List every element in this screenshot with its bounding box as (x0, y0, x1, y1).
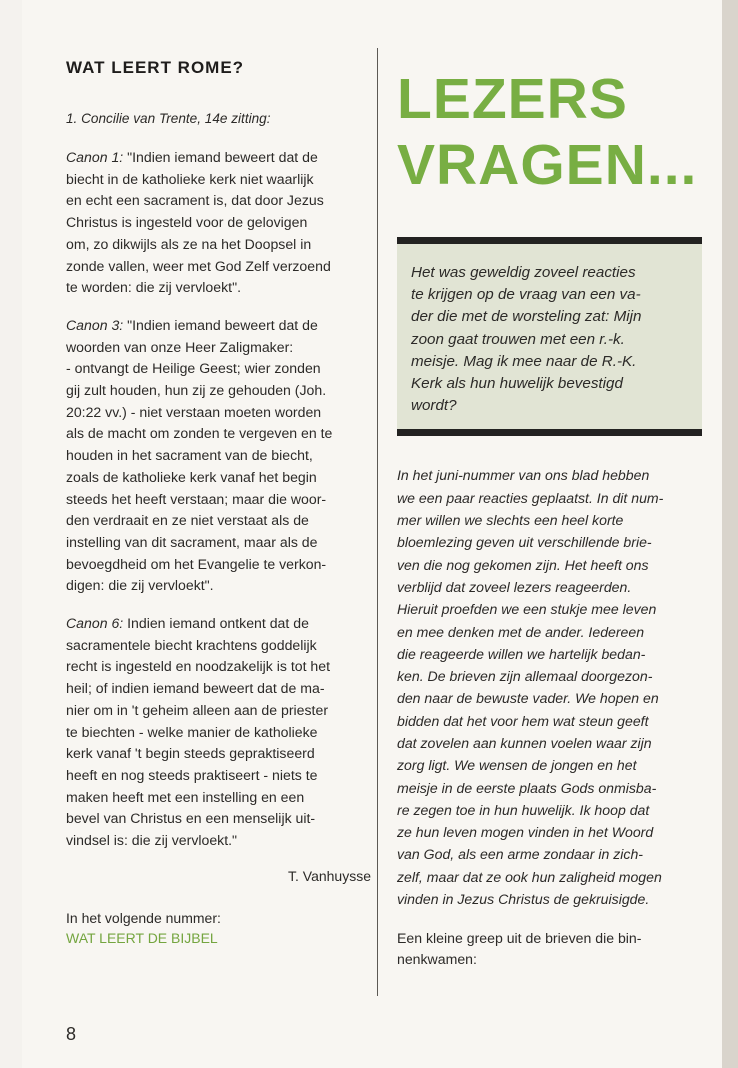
canon-6-paragraph (66, 613, 371, 852)
next-issue-title: WAT LEERT DE BIJBEL (66, 929, 218, 946)
left-column (66, 58, 371, 948)
article-body: In het juni-nummer van ons blad hebben we een paar reacties geplaatst. In dit num- mer willen we slechts een heel korte bloemlezing geven uit verschillende brie- ven die nog gekomen zijn. Het heeft ons verblijd dat zoveel lezers reageerden. Hieruit proefden we een stukje mee leven en mee denken met de ander. Iedereen die reageerde willen we hartelijk bedan- ken. De brieven zijn allemaal doorgezon- den naar de bewuste vader. We hopen en bidden dat het voor hem wat steun geeft dat zovelen aan kunnen voelen waar zijn zorg ligt. We wensen de jongen en het meisje in de eerste plaats Gods onmisba- re zegen toe in hun huwelijk. Ik hoop dat ze hun leven mogen vinden in het Woord van God, als een arme zondaar in zich- zelf, maar dat ze ook hun zaligheid mogen vinden in Jezus Christus de gekruisigde. (397, 467, 664, 908)
next-issue-label: In het volgende nummer: (66, 909, 221, 926)
canon-6-text: Indien iemand ontkent dat de sacramentele biecht krachtens goddelijk recht is ingesteld en noodzakelijk is tot het heil; of indien iemand beweert dat de ma- nier om in 't geheim alleen aan de priester te biechten - welke manier de katholieke kerk vanaf 't begin steeds gepraktiseerd heeft en nog steeds praktiseert - niets te maken heeft met een instelling en een bevel van Christus en een menselijk uit- vindsel is: die zij vervloekt." (66, 615, 331, 849)
intro-bottom-rule (397, 429, 702, 436)
section-title (397, 66, 702, 198)
author-signature: T. Vanhuysse (287, 867, 371, 884)
canon-3-label: Canon 3: (66, 316, 124, 333)
canon-3-text: "Indien iemand beweert dat de woorden van onze Heer Zaligmaker: - ontvangt de Heilige Geest; wier zonden gij zult houden, hun zij ze gehouden (Joh. 20:22 vv.) - niet verstaan moeten worden als de macht om zonden te vergeven en te houden in het sacrament van de biecht, zoals de katholieke kerk vanaf het begin steeds het heeft verstaan; maar die woor- den verdraait en ze niet verstaat als de instelling van dit sacrament, maar als de bevoegdheid om het Evangelie te verkon- digen: die zij vervloekt". (66, 316, 333, 594)
article-subheading: 1. Concilie van Trente, 14e zitting: (66, 111, 271, 126)
canon-6-label: Canon 6: (66, 615, 124, 632)
canon-1-paragraph (66, 147, 371, 299)
intro-box: Het was geweldig zoveel reacties te krijgen op de vraag van een va- der die met de worsteling zat: Mijn zoon gaat trouwen met een r.-k. meisje. Mag ik mee naar de R.-K. Kerk als hun huwelijk bevestigd wordt? (397, 244, 702, 429)
page-edge (722, 0, 738, 1068)
article-heading: WAT LEERT ROME? (66, 58, 245, 77)
closing-text: Een kleine greep uit de brieven die bin- nenkwamen: (397, 930, 642, 968)
intro-top-rule (397, 237, 702, 244)
canon-3-paragraph (66, 315, 371, 597)
page-number: 8 (66, 1024, 77, 1044)
right-column (397, 66, 702, 970)
section-title-line-1: LEZERS (397, 67, 628, 131)
canon-1-label: Canon 1: (66, 149, 124, 165)
section-title-line-2: VRAGEN... (397, 133, 698, 197)
canon-1-text: "Indien iemand beweert dat de biecht in de katholieke kerk niet waarlijk en echt een sacrament is, dat door Jezus Christus is ingesteld voor de gelovigen om, zo dikwijls als ze na het Doopsel in zonde vallen, weer met God Zelf verzoend te worden: die zij vervloekt". (66, 149, 331, 296)
column-divider (377, 48, 378, 996)
